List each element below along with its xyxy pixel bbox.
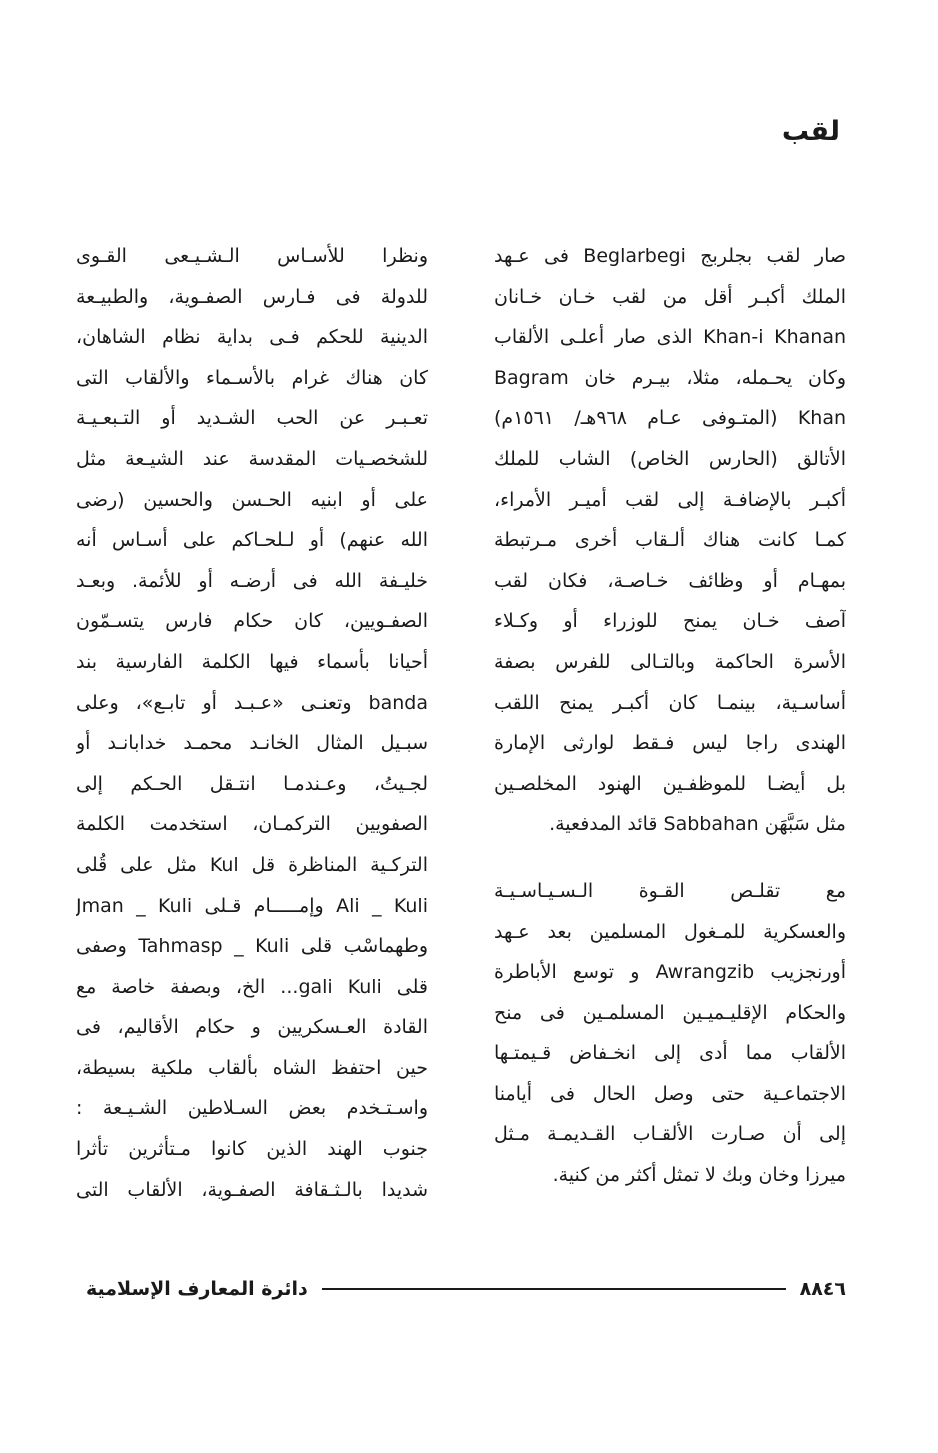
- text-line: كان هناك غرام بالأسـماء والألقاب التى: [76, 366, 428, 389]
- running-head: لقب: [781, 116, 840, 147]
- text-line: تعـبـر عن الحب الشـديد أو التـبعـيـة: [76, 407, 428, 430]
- text-line: القادة العـسكريين و حكام الأقاليم، فى: [76, 1016, 428, 1039]
- text-line: Ali _ Kuli وإمـــــام قـلى Jman _ Kuli: [76, 894, 428, 917]
- text-line: الألقاب مما أدى إلى انخـفاض قـيمتـها: [494, 1042, 846, 1065]
- left-column-paragraph-1: [76, 236, 428, 1210]
- text-line: للدولة فى فـارس الصفـوية، والطبيـعة: [76, 285, 428, 308]
- text-line: مع تقلـص القـوة الـسـيـاسـيـة: [494, 879, 846, 902]
- text-line: الصفـويين، كان حكام فارس يتسـمّون: [76, 610, 428, 633]
- text-line: الصفويين التركمـان، استخدمت الكلمة: [76, 813, 428, 836]
- text-line: سبـيل المثال الخانـد محمـد خدابانـد أو: [76, 732, 428, 755]
- text-line: شديدا بالـثـقافة الصفـوية، الألقاب التى: [76, 1178, 428, 1201]
- text-line: خليـفة الله فى أرضـه أو للأئمة. وبعـد: [76, 569, 428, 592]
- text-line: أكبـر بالإضافـة إلى لقب أميـر الأمراء،: [494, 488, 846, 511]
- text-line: صار لقب بجلربج Beglarbegi فى عـهد: [494, 245, 846, 267]
- text-line: أورنجزيب Awrangzib و توسع الأباطرة: [494, 961, 846, 984]
- text-line: لجـيتُ، وعـندمـا انتـقل الحـكم إلى: [76, 772, 428, 795]
- text-line: إلى أن صـارت الألقـاب القـديمـة مـثل: [494, 1123, 846, 1146]
- text-line: حين احتفظ الشاه بألقاب ملكية بسيطة،: [76, 1056, 428, 1079]
- text-line: بل أيضـا للموظفـين الهنود المخلصـين: [494, 772, 846, 795]
- text-line: قلى gali Kuli... الخ، وبصفة خاصة مع: [76, 975, 428, 998]
- text-line: الأتالق (الحارس الخاص) الشاب للملك: [494, 447, 846, 470]
- text-line: للشخصـيات المقدسة عند الشيـعة مثل: [76, 447, 428, 470]
- text-line: والحكام الإقليـميـين المسلمـين فى منح: [494, 1001, 846, 1024]
- text-line: الله عنهم) أو لـلحـاكم على أسـاس أنه: [76, 529, 428, 552]
- paragraph-gap: [494, 845, 846, 871]
- footer-divider: [322, 1288, 786, 1290]
- left-column: [76, 236, 428, 1210]
- text-line: كمـا كانت هناك ألـقاب أخرى مـرتبطة: [494, 529, 846, 552]
- text-line: وطهماسْب قلى Tahmasp _ Kuli وصفى: [76, 935, 428, 958]
- text-line: ميرزا وخان وبك لا تمثل أكثر من كنية.: [552, 1164, 846, 1187]
- text-line: ونظرا للأسـاس الـشـيـعى القـوى: [76, 245, 428, 267]
- text-line: جنوب الهند الذين كانوا مـتأثرين تأثرا: [76, 1138, 428, 1161]
- text-line: والعسكرية للمـغول المسلمين بعد عـهد: [494, 920, 846, 943]
- text-line: مثل سَبَّهَن Sabbahan قائد المدفعية.: [549, 813, 846, 836]
- text-line: أساسـية، بينمـا كان أكبـر يمنح اللقب: [494, 691, 846, 714]
- text-line: بمهـام أو وظائف خـاصـة، فكان لقب: [494, 569, 846, 592]
- text-line: الملك أكبـر أقل من لقب خـان خـانان: [494, 285, 846, 308]
- text-line: banda وتعنـى «عـبـد أو تابـع»، وعلى: [76, 691, 428, 714]
- text-line: التركـية المناظرة قل Kul مثل على قُلى: [76, 853, 428, 876]
- text-line: الدينية للحكم فـى بداية نظام الشاهان،: [76, 326, 428, 349]
- journal-title: دائرة المعارف الإسلامية: [86, 1278, 308, 1300]
- text-line: آصف خـان يمنح للوزراء أو وكـلاء: [494, 610, 846, 633]
- text-line: واسـتـخدم بعض السـلاطين الشـيـعة :: [76, 1097, 428, 1120]
- right-column-paragraph-1: [494, 236, 846, 845]
- text-line: أحيانا بأسماء فيها الكلمة الفارسية بند: [76, 650, 428, 673]
- text-line: Khan (المتـوفى عـام ٩٦٨هـ/ ١٥٦١م): [494, 407, 846, 430]
- text-line: الأسرة الحاكمة وبالتـالى للفرس بصفة: [494, 650, 846, 673]
- page-number: ٨٨٤٦: [799, 1278, 846, 1300]
- right-column: [494, 236, 846, 1196]
- text-line: وكان يحـمله، مثلا، بيـرم خان Bagram: [494, 366, 846, 389]
- text-line: Khan-i Khanan الذى صار أعلـى الألقاب: [494, 326, 846, 349]
- text-line: على أو ابنيه الحـسن والحسين (رضى: [76, 488, 428, 511]
- page-footer: [86, 1272, 846, 1306]
- text-line: الهندى راجا ليس فـقط لوارثى الإمارة: [494, 732, 846, 755]
- text-line: الاجتماعـية حتى وصل الحال فى أيامنا: [494, 1082, 846, 1105]
- right-column-paragraph-2: [494, 871, 846, 1196]
